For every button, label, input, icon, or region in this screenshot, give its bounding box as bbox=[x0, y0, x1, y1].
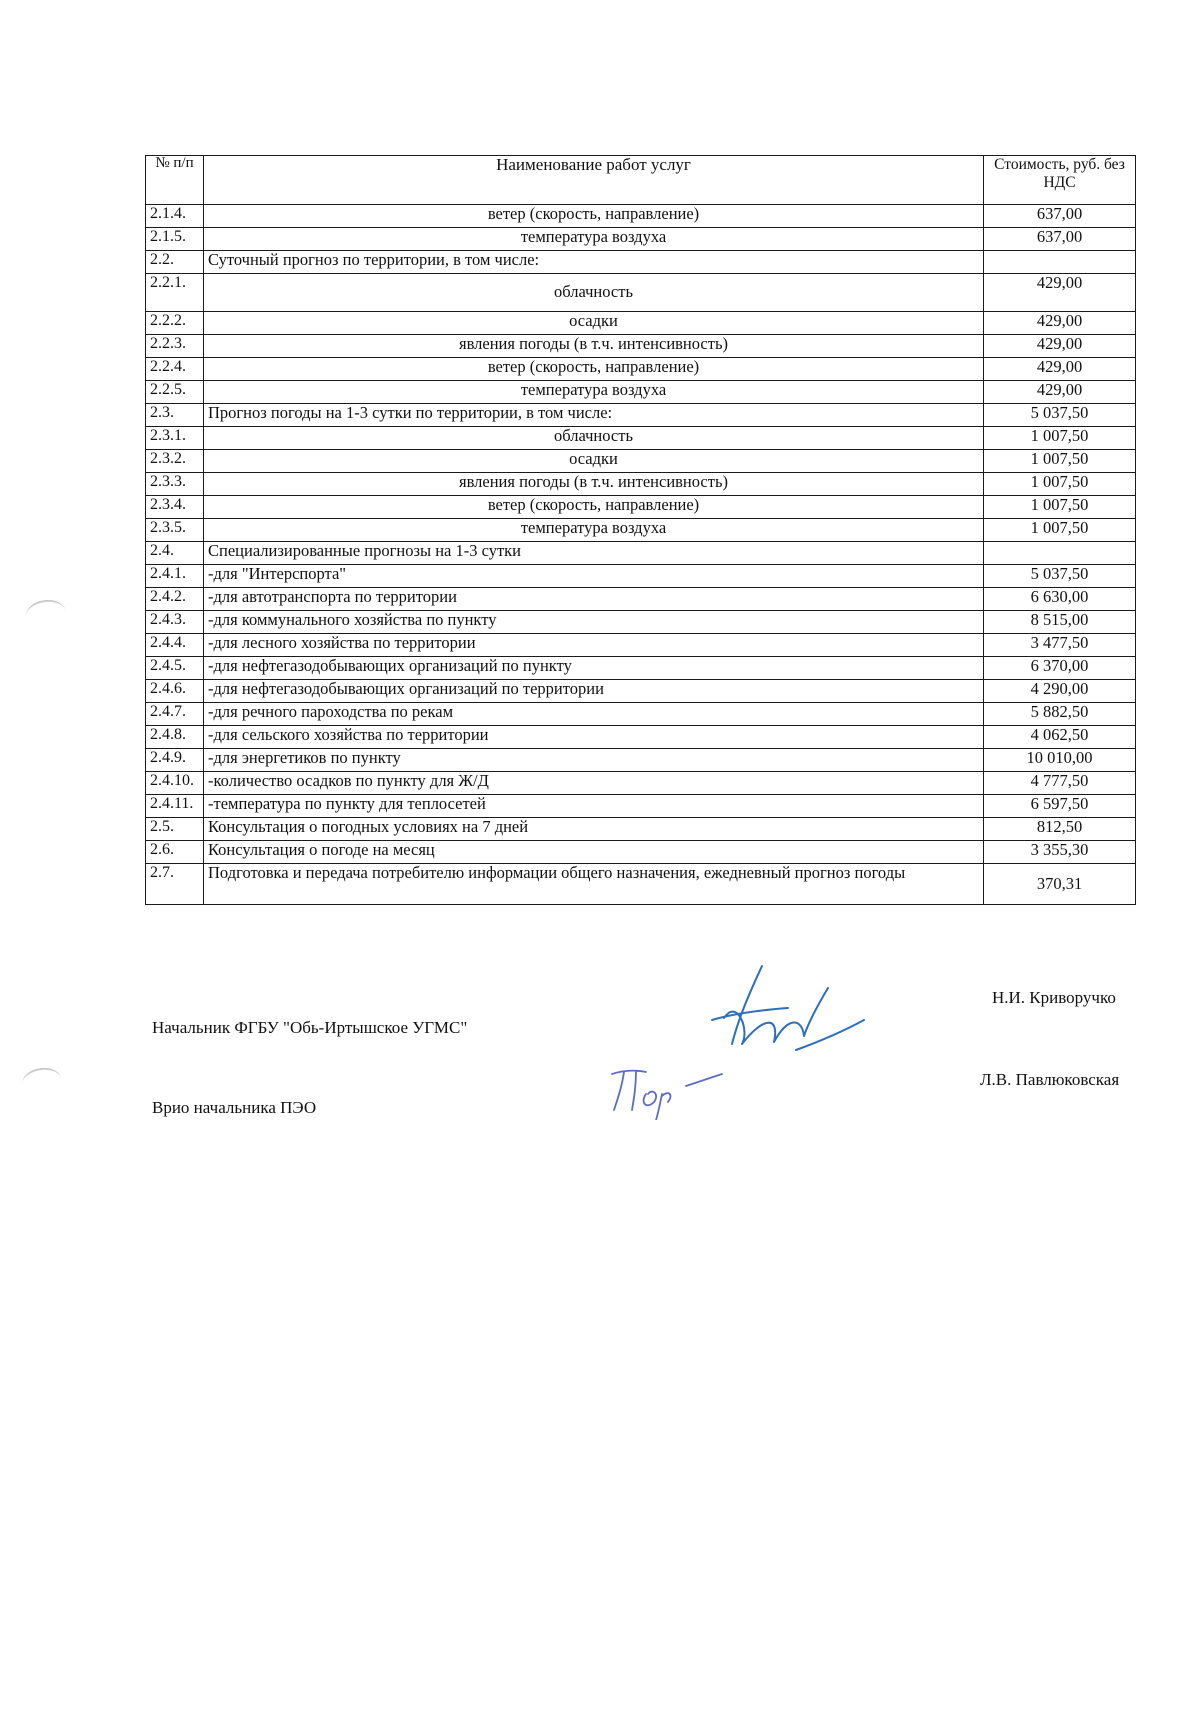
row-number: 2.4.2. bbox=[146, 588, 204, 611]
header-num: № п/п bbox=[146, 156, 204, 205]
row-number: 2.4.8. bbox=[146, 726, 204, 749]
row-number: 2.2.4. bbox=[146, 358, 204, 381]
service-cost: 4 062,50 bbox=[984, 726, 1136, 749]
service-cost: 6 630,00 bbox=[984, 588, 1136, 611]
row-number: 2.6. bbox=[146, 841, 204, 864]
table-row bbox=[146, 542, 1136, 565]
signatory-name: Н.И. Криворучко bbox=[992, 988, 1116, 1007]
service-name: явления погоды (в т.ч. интенсивность) bbox=[204, 335, 984, 358]
service-name: ветер (скорость, направление) bbox=[204, 205, 984, 228]
row-number: 2.4.5. bbox=[146, 657, 204, 680]
table-row bbox=[146, 312, 1136, 335]
row-number: 2.3.5. bbox=[146, 519, 204, 542]
service-name: ветер (скорость, направление) bbox=[204, 496, 984, 519]
service-name: облачность bbox=[204, 274, 984, 312]
table-row bbox=[146, 749, 1136, 772]
table-row bbox=[146, 772, 1136, 795]
service-cost: 3 355,30 bbox=[984, 841, 1136, 864]
service-cost: 5 037,50 bbox=[984, 404, 1136, 427]
service-cost: 4 290,00 bbox=[984, 680, 1136, 703]
table-row bbox=[146, 864, 1136, 905]
table-row bbox=[146, 427, 1136, 450]
row-number: 2.3.4. bbox=[146, 496, 204, 519]
service-name: -для сельского хозяйства по территории bbox=[204, 726, 984, 749]
row-number: 2.3.2. bbox=[146, 450, 204, 473]
service-name: Суточный прогноз по территории, в том числе: bbox=[204, 251, 984, 274]
service-name: температура воздуха bbox=[204, 228, 984, 251]
service-cost: 637,00 bbox=[984, 228, 1136, 251]
table-row bbox=[146, 611, 1136, 634]
service-name: Специализированные прогнозы на 1-3 сутки bbox=[204, 542, 984, 565]
row-number: 2.4.7. bbox=[146, 703, 204, 726]
service-cost: 429,00 bbox=[984, 335, 1136, 358]
service-cost: 4 777,50 bbox=[984, 772, 1136, 795]
row-number: 2.4.9. bbox=[146, 749, 204, 772]
row-number: 2.5. bbox=[146, 818, 204, 841]
table-row bbox=[146, 634, 1136, 657]
row-number: 2.3.3. bbox=[146, 473, 204, 496]
table-row bbox=[146, 519, 1136, 542]
table-row bbox=[146, 818, 1136, 841]
table-row bbox=[146, 251, 1136, 274]
table-row bbox=[146, 496, 1136, 519]
service-name: температура воздуха bbox=[204, 381, 984, 404]
service-name: Прогноз погоды на 1-3 сутки по территории, в том числе: bbox=[204, 404, 984, 427]
table-row bbox=[146, 205, 1136, 228]
row-number: 2.4.10. bbox=[146, 772, 204, 795]
table-row bbox=[146, 588, 1136, 611]
row-number: 2.4.4. bbox=[146, 634, 204, 657]
table-row bbox=[146, 274, 1136, 312]
table-row bbox=[146, 841, 1136, 864]
row-number: 2.2.5. bbox=[146, 381, 204, 404]
service-cost: 1 007,50 bbox=[984, 496, 1136, 519]
row-number: 2.2. bbox=[146, 251, 204, 274]
service-cost: 1 007,50 bbox=[984, 427, 1136, 450]
service-cost: 429,00 bbox=[984, 312, 1136, 335]
header-name: Наименование работ услуг bbox=[204, 156, 984, 205]
row-number: 2.7. bbox=[146, 864, 204, 905]
table-row bbox=[146, 335, 1136, 358]
service-cost: 1 007,50 bbox=[984, 519, 1136, 542]
service-name: -для "Интерспорта" bbox=[204, 565, 984, 588]
service-name: Консультация о погодных условиях на 7 дней bbox=[204, 818, 984, 841]
header-cost: Стоимость, руб. без НДС bbox=[984, 156, 1136, 205]
service-cost: 6 370,00 bbox=[984, 657, 1136, 680]
service-cost bbox=[984, 542, 1136, 565]
handwritten-signature bbox=[692, 958, 872, 1068]
row-number: 2.4.3. bbox=[146, 611, 204, 634]
service-name: -количество осадков по пункту для Ж/Д bbox=[204, 772, 984, 795]
table-row bbox=[146, 358, 1136, 381]
table-row bbox=[146, 381, 1136, 404]
service-name: температура воздуха bbox=[204, 519, 984, 542]
price-table bbox=[145, 155, 1136, 905]
row-number: 2.1.5. bbox=[146, 228, 204, 251]
row-number: 2.2.2. bbox=[146, 312, 204, 335]
service-cost: 1 007,50 bbox=[984, 450, 1136, 473]
table-row bbox=[146, 473, 1136, 496]
service-cost: 10 010,00 bbox=[984, 749, 1136, 772]
service-cost: 429,00 bbox=[984, 274, 1136, 312]
service-name: явления погоды (в т.ч. интенсивность) bbox=[204, 473, 984, 496]
scan-punch-mark bbox=[20, 1065, 64, 1098]
table-row bbox=[146, 228, 1136, 251]
service-cost: 429,00 bbox=[984, 381, 1136, 404]
service-cost: 5 882,50 bbox=[984, 703, 1136, 726]
row-number: 2.4.6. bbox=[146, 680, 204, 703]
row-number: 2.2.3. bbox=[146, 335, 204, 358]
handwritten-signature bbox=[602, 1060, 732, 1120]
service-name: ветер (скорость, направление) bbox=[204, 358, 984, 381]
scan-punch-mark bbox=[24, 597, 68, 630]
table-header-row bbox=[146, 156, 1136, 205]
signatory-name: Л.В. Павлюковская bbox=[980, 1070, 1120, 1089]
service-cost: 5 037,50 bbox=[984, 565, 1136, 588]
table-row bbox=[146, 726, 1136, 749]
row-number: 2.3. bbox=[146, 404, 204, 427]
row-number: 2.4.1. bbox=[146, 565, 204, 588]
service-name: -для речного пароходства по рекам bbox=[204, 703, 984, 726]
table-row bbox=[146, 450, 1136, 473]
table-row bbox=[146, 680, 1136, 703]
service-name: Подготовка и передача потребителю информации общего назначения, ежедневный прогноз погоды bbox=[204, 864, 984, 905]
row-number: 2.1.4. bbox=[146, 205, 204, 228]
service-cost: 812,50 bbox=[984, 818, 1136, 841]
service-name: облачность bbox=[204, 427, 984, 450]
service-name: -для автотранспорта по территории bbox=[204, 588, 984, 611]
service-name: -для лесного хозяйства по территории bbox=[204, 634, 984, 657]
service-name: -для нефтегазодобывающих организаций по пункту bbox=[204, 657, 984, 680]
table-body bbox=[146, 205, 1136, 905]
table-row bbox=[146, 404, 1136, 427]
row-number: 2.4. bbox=[146, 542, 204, 565]
row-number: 2.4.11. bbox=[146, 795, 204, 818]
service-cost: 429,00 bbox=[984, 358, 1136, 381]
service-cost: 3 477,50 bbox=[984, 634, 1136, 657]
service-name: -для нефтегазодобывающих организаций по территории bbox=[204, 680, 984, 703]
service-cost: 6 597,50 bbox=[984, 795, 1136, 818]
service-cost: 637,00 bbox=[984, 205, 1136, 228]
service-cost: 370,31 bbox=[984, 864, 1136, 905]
table-row bbox=[146, 795, 1136, 818]
table-row bbox=[146, 703, 1136, 726]
service-name: -для коммунального хозяйства по пункту bbox=[204, 611, 984, 634]
service-cost bbox=[984, 251, 1136, 274]
row-number: 2.3.1. bbox=[146, 427, 204, 450]
signatory-role: Начальник ФГБУ "Обь-Иртышское УГМС" bbox=[152, 1018, 468, 1037]
service-name: -температура по пункту для теплосетей bbox=[204, 795, 984, 818]
table-row bbox=[146, 565, 1136, 588]
service-name: -для энергетиков по пункту bbox=[204, 749, 984, 772]
service-cost: 8 515,00 bbox=[984, 611, 1136, 634]
service-name: осадки bbox=[204, 312, 984, 335]
service-cost: 1 007,50 bbox=[984, 473, 1136, 496]
table-row bbox=[146, 657, 1136, 680]
service-name: осадки bbox=[204, 450, 984, 473]
signatory-role: Врио начальника ПЭО bbox=[152, 1098, 317, 1117]
row-number: 2.2.1. bbox=[146, 274, 204, 312]
service-name: Консультация о погоде на месяц bbox=[204, 841, 984, 864]
signature-peo bbox=[152, 1070, 1132, 1158]
